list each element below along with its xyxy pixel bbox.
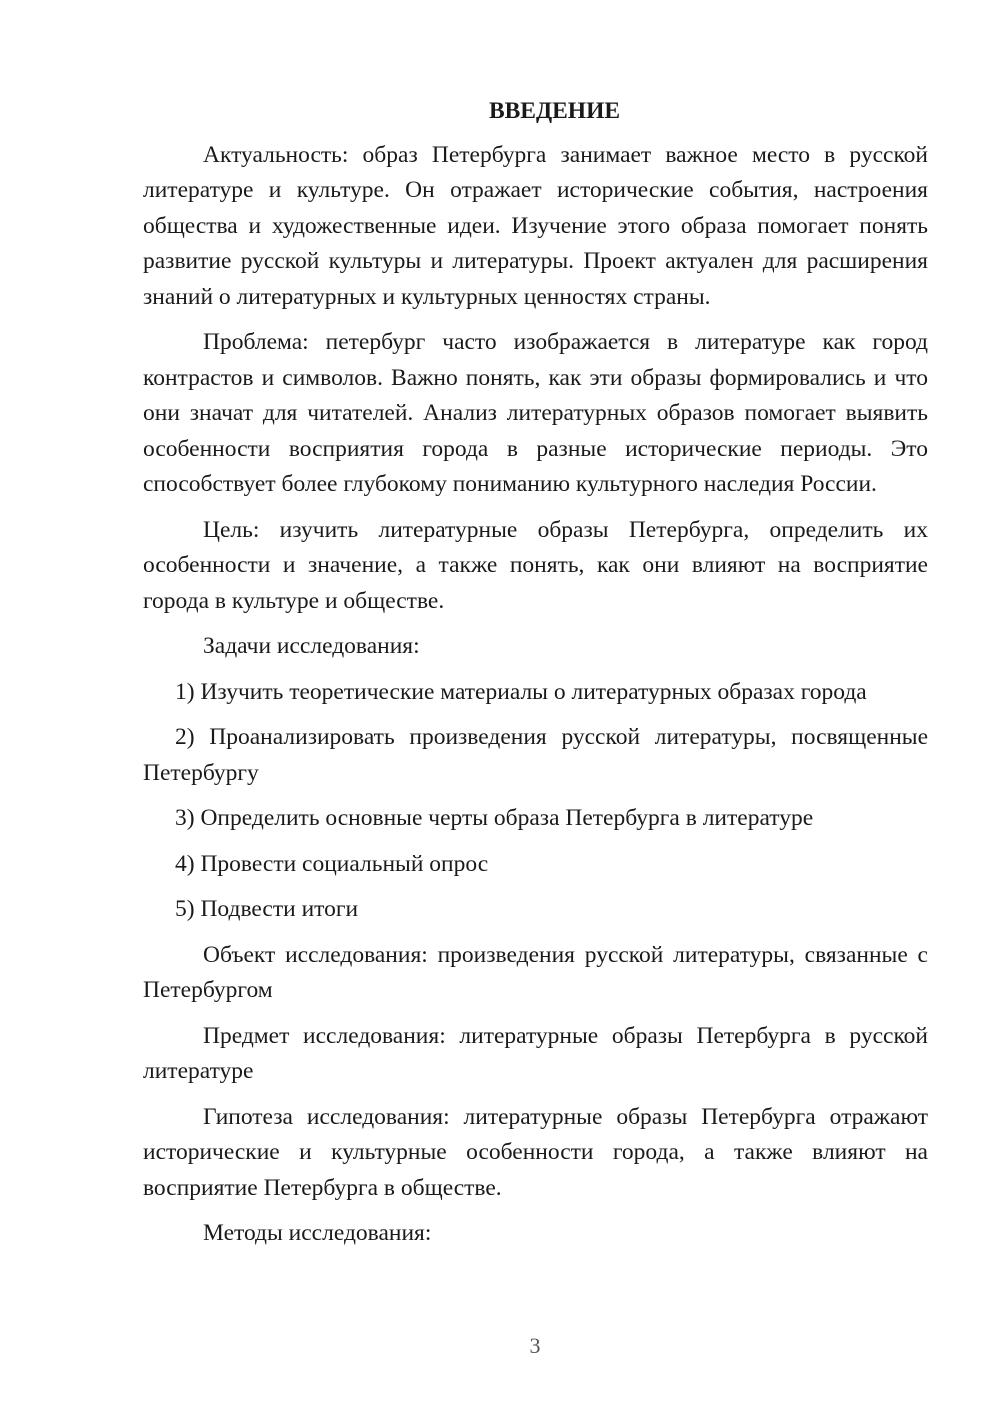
page-number: 3 (529, 1333, 541, 1358)
methods-heading: Методы исследования: (203, 1220, 432, 1246)
goal-paragraph: Цель: изучить литературные образы Петербурга, определить их особенности и значение, а также понять, как они влияют на восприятие города в культуре и обществе. (143, 516, 928, 614)
task-item-4: 4) Провести социальный опрос (175, 850, 489, 877)
object-paragraph: Объект исследования: произведения русской литературы, связанные с Петербургом (143, 941, 928, 1003)
problem-paragraph: Проблема: петербург часто изображается в литературе как город контрастов и символов. Важно понять, как эти образы формировались и что они значат для читателей. Анализ литературных образов помогает выявить особенности восприятия города в разные исторические периоды. Это способствует более глубокому пониманию культурного наследия России. (143, 329, 928, 497)
task-item-2: 2) Проанализировать произведения русской литературы, посвященные Петербургу (143, 724, 928, 786)
tasks-heading: Задачи исследования: (203, 633, 420, 659)
subject-paragraph: Предмет исследования: литературные образы Петербурга в русской литературе (143, 1022, 928, 1084)
task-item-5: 5) Подвести итоги (175, 896, 359, 922)
task-item-3: 3) Определить основные черты образа Петербурга в литературе (175, 805, 814, 831)
relevance-paragraph: Актуальность: образ Петербурга занимает важное место в русской литературе и культуре. Он отражает исторические события, настроения общества и художественные идеи. Изучение этого образа помогает понять развитие русской культуры и литературы. Проект актуален для расширения знаний о литературных и культурных ценностях страны. (143, 141, 928, 310)
page-content (143, 94, 928, 1262)
task-item-1: 1) Изучить теоретические материалы о литературных образах города (175, 678, 867, 705)
hypothesis-paragraph: Гипотеза исследования: литературные образы Петербурга отражают исторические и культурные особенности города, а также влияют на восприятие Петербурга в обществе. (143, 1103, 928, 1201)
page-title: ВВЕДЕНИЕ (488, 98, 621, 124)
